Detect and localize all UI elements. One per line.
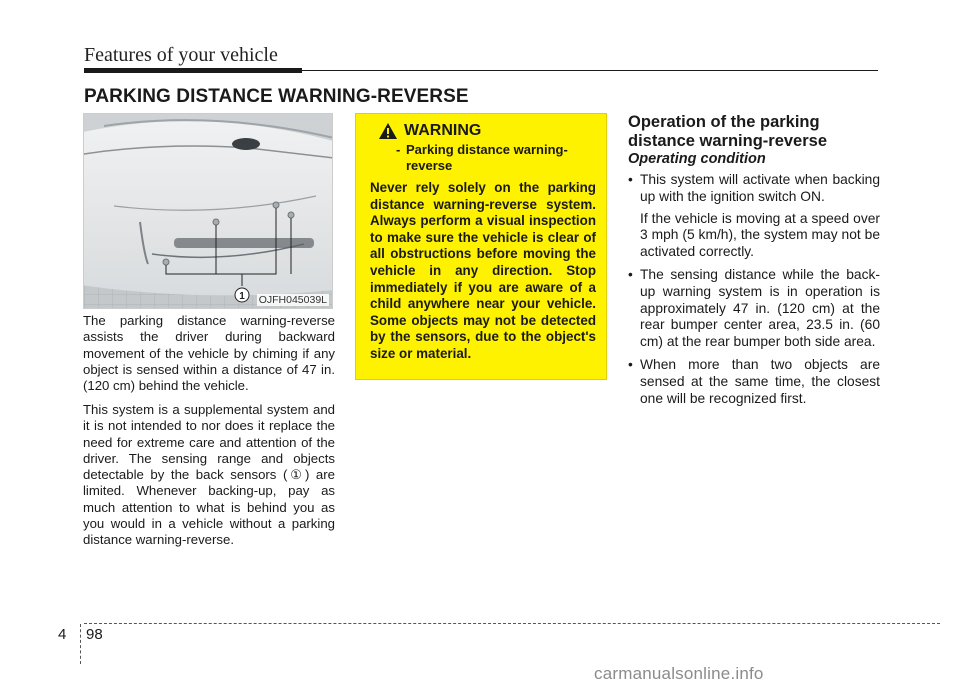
operating-condition-list xyxy=(628,172,880,413)
list-item xyxy=(628,172,880,261)
operating-condition-subtitle: Operating condition xyxy=(628,151,766,167)
watermark: carmanualsonline.info xyxy=(594,664,764,683)
section-header: Features of your vehicle xyxy=(84,44,278,66)
warning-header xyxy=(378,122,596,140)
warning-triangle-icon xyxy=(378,122,398,140)
rear-bumper-sensor-figure xyxy=(83,113,333,309)
car-rear-illustration xyxy=(84,114,333,309)
list-item-text: • The sensing distance while the back-up warning system is in operation is approximately 47 in. (120 cm) at the rear bumper center area, 23.5 in. (60 cm) at the rear bumper both side area. xyxy=(640,266,880,350)
warning-subtitle xyxy=(396,142,596,174)
list-item-text: • When more than two objects are sensed at the same time, the closest one will be recognized first. xyxy=(640,356,880,406)
page-number: 98 xyxy=(86,626,103,643)
warning-title: WARNING xyxy=(404,122,482,139)
warning-box xyxy=(355,113,607,380)
operation-title: Operation of the parking distance warning-reverse xyxy=(628,113,827,150)
figure-callout: 1 xyxy=(239,291,245,302)
figure-code: OJFH045039L xyxy=(258,294,327,306)
page-title: PARKING DISTANCE WARNING-REVERSE xyxy=(84,86,469,107)
chapter-number: 4 xyxy=(58,626,67,643)
warning-subtitle-text: Parking distance warning-reverse xyxy=(406,142,568,173)
header-rule xyxy=(302,70,878,71)
list-item xyxy=(628,357,880,407)
list-item xyxy=(628,267,880,351)
intro-paragraph: The parking distance warning-reverse assists the driver during backward movement of the vehicle by chiming if any object is sensed within a distance of 47 in. (120 cm) behind the vehicle. xyxy=(83,313,335,394)
footer-rule xyxy=(84,623,940,624)
list-item-text: • This system will activate when backing up with the ignition switch ON. xyxy=(640,172,880,204)
warning-body: Never rely solely on the parking distance warning-reverse system. Always perform a visual inspection to make sure the vehicle is clear of all obstructions before moving the vehicle in any direction. Stop immediately if you are aware of a child anywhere near your vehicle. Some objects may not be detected by the sensors, due to the object's size or material. xyxy=(370,180,596,361)
list-item-note: If the vehicle is moving at a speed over 3 mph (5 km/h), the system may not be activated correctly. xyxy=(640,210,880,260)
warning-dash: - xyxy=(396,142,401,157)
footer-divider xyxy=(80,624,81,664)
supplemental-paragraph: This system is a supplemental system and it is not intended to nor does it replace the need for extreme care and attention of the driver. The sensing range and objects detectable by the back sensors (①) are limited. Whenever backing-up, pay as much attention to what is behind you as you would in a vehicle without a parking distance warning-reverse. xyxy=(83,402,335,548)
header-bar xyxy=(84,68,302,73)
